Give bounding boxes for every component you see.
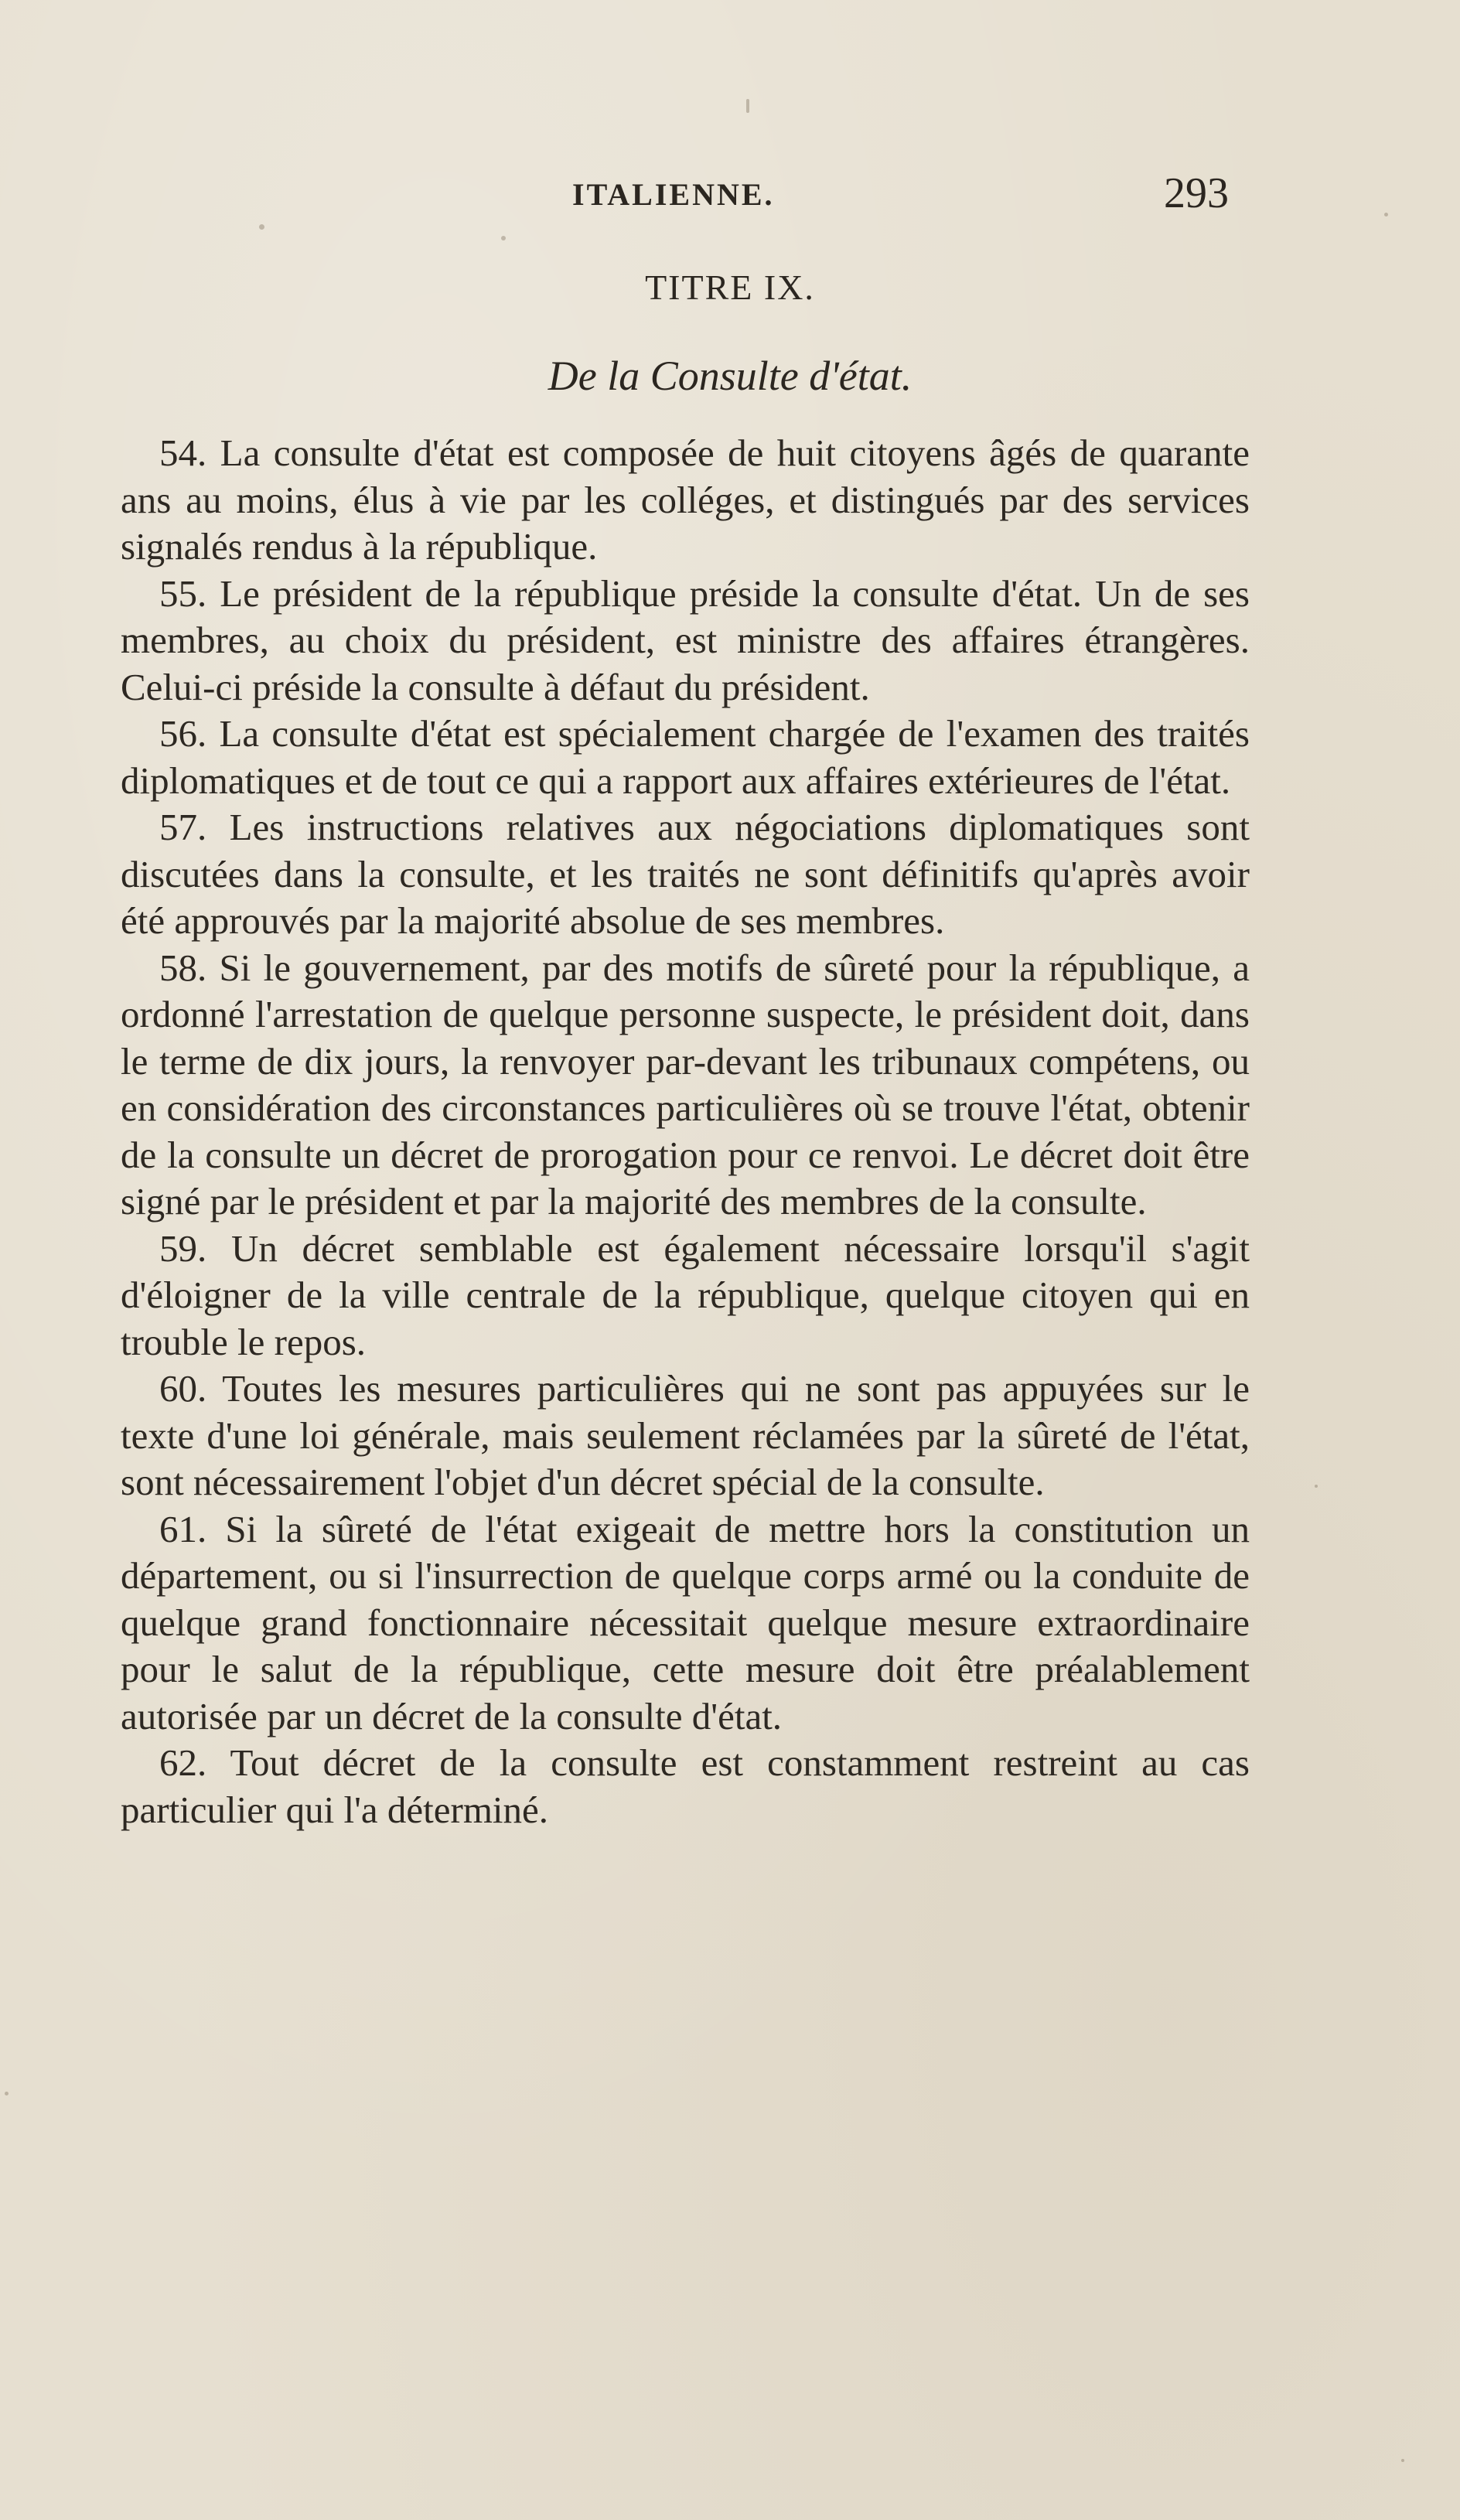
section-subtitle: De la Consulte d'état. [548,353,913,399]
article-56: 56. La consulte d'état est spécialement chargée de l'examen des traités diplomatiques et de tout ce qui a rapport aux affaires extérieures de l'état. [121,712,1250,802]
article-60: 60. Toutes les mesures particulières qui ne sont pas appuyées sur le texte d'une loi générale, mais seulement réclamées par la sûreté de l'état, sont nécessairement l'objet d'un décret spécial de la consulte. [121,1367,1250,1503]
paper-speck [1384,213,1388,217]
paper-speck [1315,1485,1318,1488]
page-number: 293 [1164,169,1229,217]
article-62: 62. Tout décret de la consulte est constamment restreint au cas particulier qui l'a déterminé. [121,1741,1250,1831]
paper-speck [5,2092,9,2095]
paper-speck [746,99,749,113]
paper-speck [259,224,264,230]
article-55: 55. Le président de la république préside la consulte d'état. Un de ses membres, au choix du président, est ministre des affaires étrangères. Celui-ci préside la consulte à défaut du président. [121,571,1250,708]
paper-speck [501,236,506,240]
article-59: 59. Un décret semblable est également nécessaire lorsqu'il s'agit d'éloigner de la ville centrale de la république, quelque citoyen qui en trouble le repos. [121,1226,1250,1363]
running-head: ITALIENNE. [572,177,775,212]
article-57: 57. Les instructions relatives aux négociations diplomatiques sont discutées dans la consulte, et les traités ne sont définitifs qu'après avoir été approuvés par la majorité absolue de ses membres. [121,806,1250,942]
section-title: TITRE IX. [645,268,815,307]
article-61: 61. Si la sûreté de l'état exigeait de mettre hors la constitution un département, ou si l'insurrection de quelque corps armé ou la conduite de quelque grand fonctionnaire nécessitait quelque mesure extraordinaire pour le salut de la république, cette mesure doit être préalablement autorisée par un décret de la consulte d'état. [121,1507,1250,1737]
article-54: 54. La consulte d'état est composée de huit citoyens âgés de quarante ans au moins, élus à vie par les colléges, et distingués par des services signalés rendus à la république. [121,431,1250,568]
paper-speck [1401,2459,1404,2462]
article-58: 58. Si le gouvernement, par des motifs de sûreté pour la république, a ordonné l'arrestation de quelque personne suspecte, le président doit, dans le terme de dix jours, la renvoyer par-devant les tribunaux compétens, ou en considération des circonstances particulières où se trouve l'état, obtenir de la consulte un décret de prorogation pour ce renvoi. Le décret doit être signé par le président et par la majorité des membres de la consulte. [121,946,1250,1222]
article-list [121,430,1250,1833]
